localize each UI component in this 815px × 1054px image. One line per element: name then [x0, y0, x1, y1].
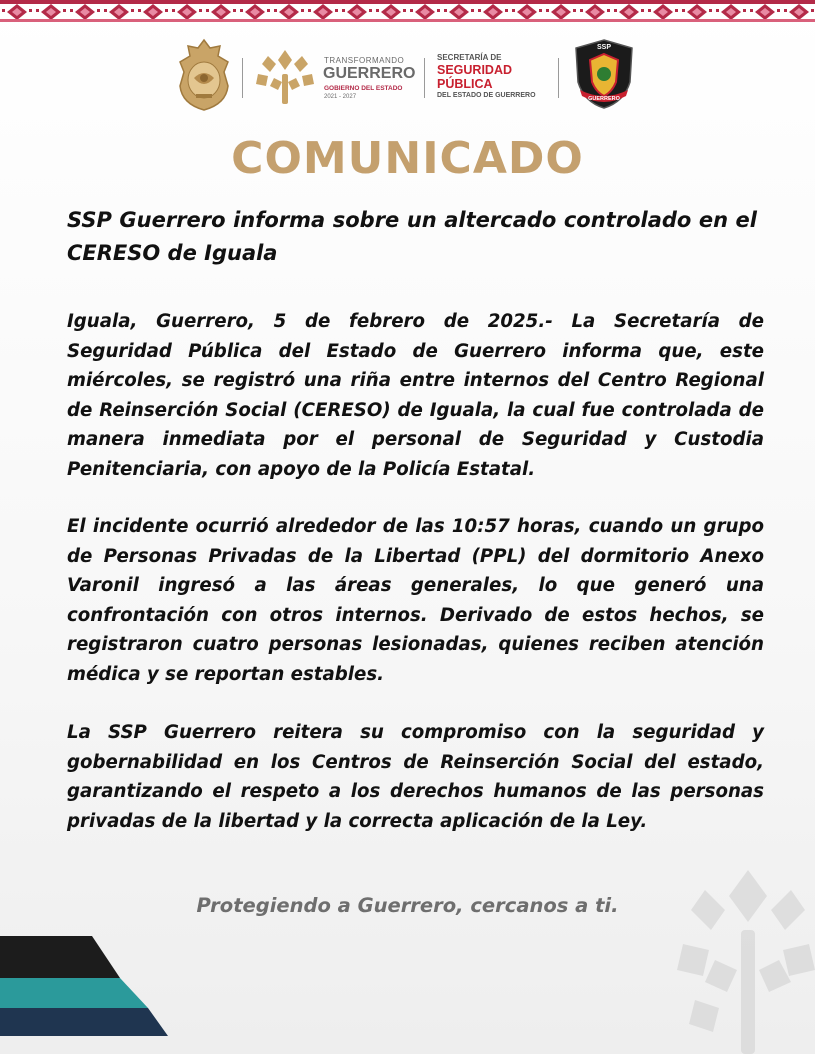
logo-divider	[424, 58, 425, 98]
logo-divider	[558, 58, 559, 98]
ssp-line2: SEGURIDAD	[437, 63, 513, 77]
guerrero-seal-icon	[176, 38, 232, 112]
ssp-shield-icon	[570, 38, 638, 110]
transformando-line2: GUERRERO	[323, 65, 416, 82]
body-paragraph: Iguala, Guerrero, 5 de febrero de 2025.- La Secretaría de Seguridad Pública del Estado de Guerrero informa que, este miércoles, se registró una riña entre internos del Centro Regional de Reinserción Social (CERESO) de Iguala, la cual fue controlada de manera inmediata por el personal de Seguridad y Custodia Penitenciaria, con apoyo de la Policía Estatal.	[67, 311, 764, 480]
body-paragraph: La SSP Guerrero reitera su compromiso con la seguridad y gobernabilidad en los Centros de Reinserción Social del estado, garantizando el respeto a los derechos humanos de las personas privadas de la libertad y la correcta aplicación de la Ley.	[67, 722, 764, 832]
logo-divider	[242, 58, 243, 98]
header-logos	[0, 38, 815, 118]
ssp-shield-top-text: SSP	[596, 44, 612, 51]
tagline: Protegiendo a Guerrero, cercanos a ti.	[196, 894, 619, 917]
transformando-line3: GOBIERNO DEL ESTADO	[324, 85, 403, 92]
ssp-line4: DEL ESTADO DE GUERRERO	[437, 92, 536, 99]
tree-watermark-icon	[675, 860, 815, 1054]
transformando-line4: 2021 - 2027	[324, 94, 357, 100]
transformando-line1: TRANSFORMANDO	[324, 56, 405, 65]
corner-stripes	[0, 930, 175, 1054]
tree-emblem-icon	[254, 46, 316, 106]
ssp-shield-band-text: GUERRERO	[588, 96, 620, 102]
body-paragraph: El incidente ocurrió alrededor de las 10:57 horas, cuando un grupo de Personas Privadas de la Libertad (PPL) del dormitorio Anexo Varonil ingresó a las áreas generales, lo que generó una confrontación con otros internos. Derivado de estos hechos, se registraron cuatro personas lesionadas, quienes reciben atención médica y se reportan estables.	[67, 516, 764, 685]
page-title: COMUNICADO	[231, 133, 584, 184]
ssp-line3: PÚBLICA	[437, 77, 493, 91]
embroidered-pattern-band	[0, 0, 815, 22]
headline: SSP Guerrero informa sobre un altercado controlado en el CERESO de Iguala	[67, 208, 757, 265]
ssp-line1: SECRETARÍA DE	[437, 53, 502, 62]
